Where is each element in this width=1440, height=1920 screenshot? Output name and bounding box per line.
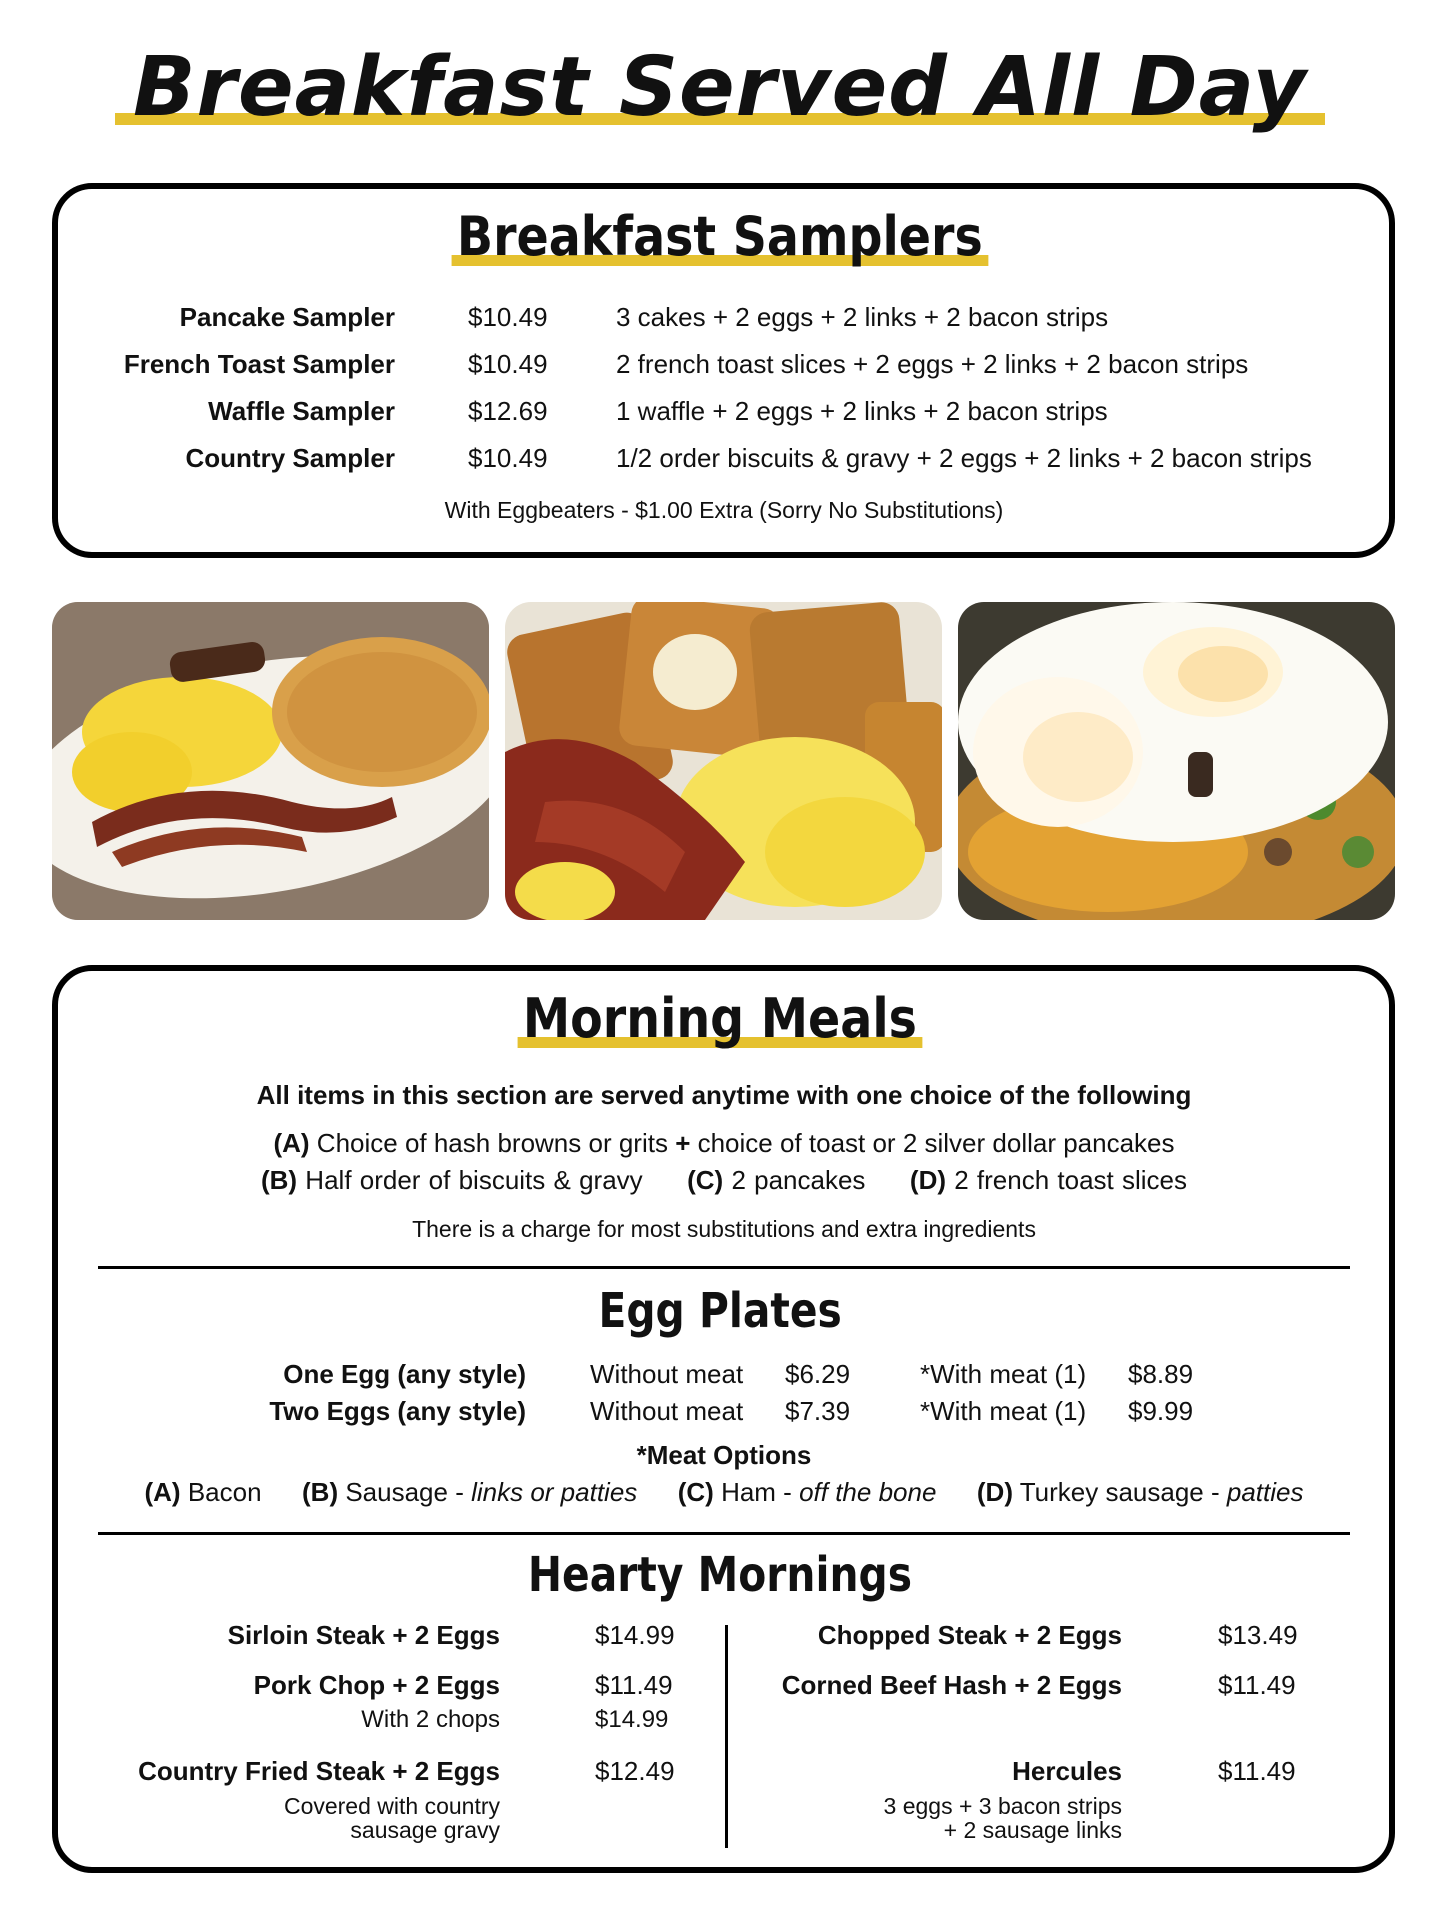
egg-with-label: *With meat (1) (920, 1396, 1087, 1426)
sampler-desc: 2 french toast slices + 2 eggs + 2 links + 2 bacon strips (616, 349, 1249, 379)
egg-with-label: *With meat (1) (920, 1359, 1087, 1389)
hearty-item-name: Country Fried Steak + 2 Eggs (138, 1756, 500, 1786)
option-text: Choice of hash browns or grits (309, 1128, 676, 1158)
sampler-desc: 1 waffle + 2 eggs + 2 links + 2 bacon strips (616, 396, 1108, 426)
hearty-item-price: $12.49 (595, 1756, 675, 1786)
egg-plate-name: One Egg (any style) (283, 1359, 526, 1389)
option-text: Ham - (713, 1477, 800, 1507)
option-text: 2 pancakes (723, 1165, 866, 1195)
option-letter: (B) (302, 1477, 339, 1507)
morning-heading (518, 987, 923, 1050)
hearty-item-sub: Covered with country (283, 1793, 500, 1819)
egg-with-price: $9.99 (1128, 1396, 1194, 1426)
morning-heading-wrap (0, 987, 1440, 1050)
hearty-item-sub: With 2 chops (361, 1706, 500, 1733)
hearty-heading-text: Hearty Mornings (527, 1547, 913, 1603)
plus-sign: + (675, 1128, 691, 1158)
hearty-item-name: Sirloin Steak + 2 Eggs (227, 1620, 500, 1650)
egg-plates-heading (0, 1283, 1440, 1339)
option-letter: (C) (677, 1477, 714, 1507)
morning-options-bcd (0, 1165, 1440, 1196)
hearty-heading (0, 1547, 1440, 1603)
egg-without-price: $7.39 (785, 1396, 851, 1426)
samplers-heading-wrap (0, 205, 1440, 268)
option-letter: (A) (144, 1477, 181, 1507)
hearty-item-sub: sausage gravy (350, 1817, 500, 1843)
option-letter: (A) (273, 1128, 310, 1158)
morning-heading-text: Morning Meals (522, 987, 918, 1050)
option-text: Turkey sausage - (1012, 1477, 1227, 1507)
hearty-item-price: $11.49 (595, 1670, 673, 1700)
morning-option-a (0, 1128, 1440, 1159)
sampler-name: Pancake Sampler (179, 302, 395, 332)
option-detail: links or patties (471, 1477, 638, 1507)
hearty-item-sub: + 2 sausage links (943, 1817, 1122, 1843)
page-title-wrap (0, 40, 1440, 135)
sampler-name: Waffle Sampler (208, 396, 395, 426)
sampler-desc: 3 cakes + 2 eggs + 2 links + 2 bacon strips (616, 302, 1109, 332)
sampler-name: Country Sampler (185, 443, 395, 473)
french-toast-bacon-eggs-photo (505, 602, 942, 920)
egg-without-label: Without meat (590, 1396, 744, 1426)
sampler-price: $10.49 (468, 349, 548, 379)
section-divider (98, 1532, 1350, 1535)
samplers-heading (452, 205, 988, 268)
option-detail: patties (1226, 1477, 1304, 1507)
hearty-item-sub-price: $14.99 (595, 1706, 669, 1733)
page-title (115, 40, 1325, 135)
egg-plates-heading-text: Egg Plates (598, 1283, 842, 1339)
samplers-heading-text: Breakfast Samplers (457, 205, 983, 268)
option-text: choice of toast or 2 silver dollar pancakes (690, 1128, 1175, 1158)
option-text: Sausage - (338, 1477, 472, 1507)
option-text: 2 french toast slices (946, 1165, 1187, 1195)
sampler-name: French Toast Sampler (123, 349, 395, 379)
option-text: Half order of biscuits & gravy (297, 1165, 643, 1195)
egg-plate-name: Two Eggs (any style) (269, 1396, 526, 1426)
meat-options-heading: *Meat Options (636, 1440, 812, 1470)
plate-eggs-bacon-hashbrowns-photo (52, 602, 489, 920)
option-letter: (C) (687, 1165, 724, 1195)
hearty-item-sub: 3 eggs + 3 bacon strips (883, 1793, 1122, 1819)
egg-without-price: $6.29 (785, 1359, 851, 1389)
hearty-item-name: Hercules (1012, 1756, 1122, 1786)
hearty-item-price: $11.49 (1218, 1670, 1296, 1700)
option-text: Bacon (180, 1477, 262, 1507)
hearty-item-price: $13.49 (1218, 1620, 1298, 1650)
fried-eggs-skillet-photo (958, 602, 1395, 920)
egg-with-price: $8.89 (1128, 1359, 1194, 1389)
page-title-text: Breakfast Served All Day (133, 40, 1307, 135)
sampler-price: $12.69 (468, 396, 548, 426)
meat-options-list (0, 1477, 1440, 1508)
sampler-desc: 1/2 order biscuits & gravy + 2 eggs + 2 links + 2 bacon strips (616, 443, 1312, 473)
hearty-item-name: Pork Chop + 2 Eggs (253, 1670, 500, 1700)
morning-note: There is a charge for most substitutions and extra ingredients (412, 1216, 1036, 1242)
sampler-price: $10.49 (468, 302, 548, 332)
option-letter: (D) (976, 1477, 1013, 1507)
option-detail: off the bone (799, 1477, 937, 1507)
sampler-price: $10.49 (468, 443, 548, 473)
hearty-item-price: $14.99 (595, 1620, 675, 1650)
samplers-note: With Eggbeaters - $1.00 Extra (Sorry No Substitutions) (444, 497, 1004, 523)
hearty-item-price: $11.49 (1218, 1756, 1296, 1786)
egg-without-label: Without meat (590, 1359, 744, 1389)
section-divider (98, 1266, 1350, 1269)
hearty-item-name: Corned Beef Hash + 2 Eggs (781, 1670, 1122, 1700)
option-letter: (D) (909, 1165, 946, 1195)
hearty-item-name: Chopped Steak + 2 Eggs (817, 1620, 1122, 1650)
morning-intro: All items in this section are served anytime with one choice of the following (256, 1080, 1192, 1110)
option-letter: (B) (260, 1165, 298, 1195)
